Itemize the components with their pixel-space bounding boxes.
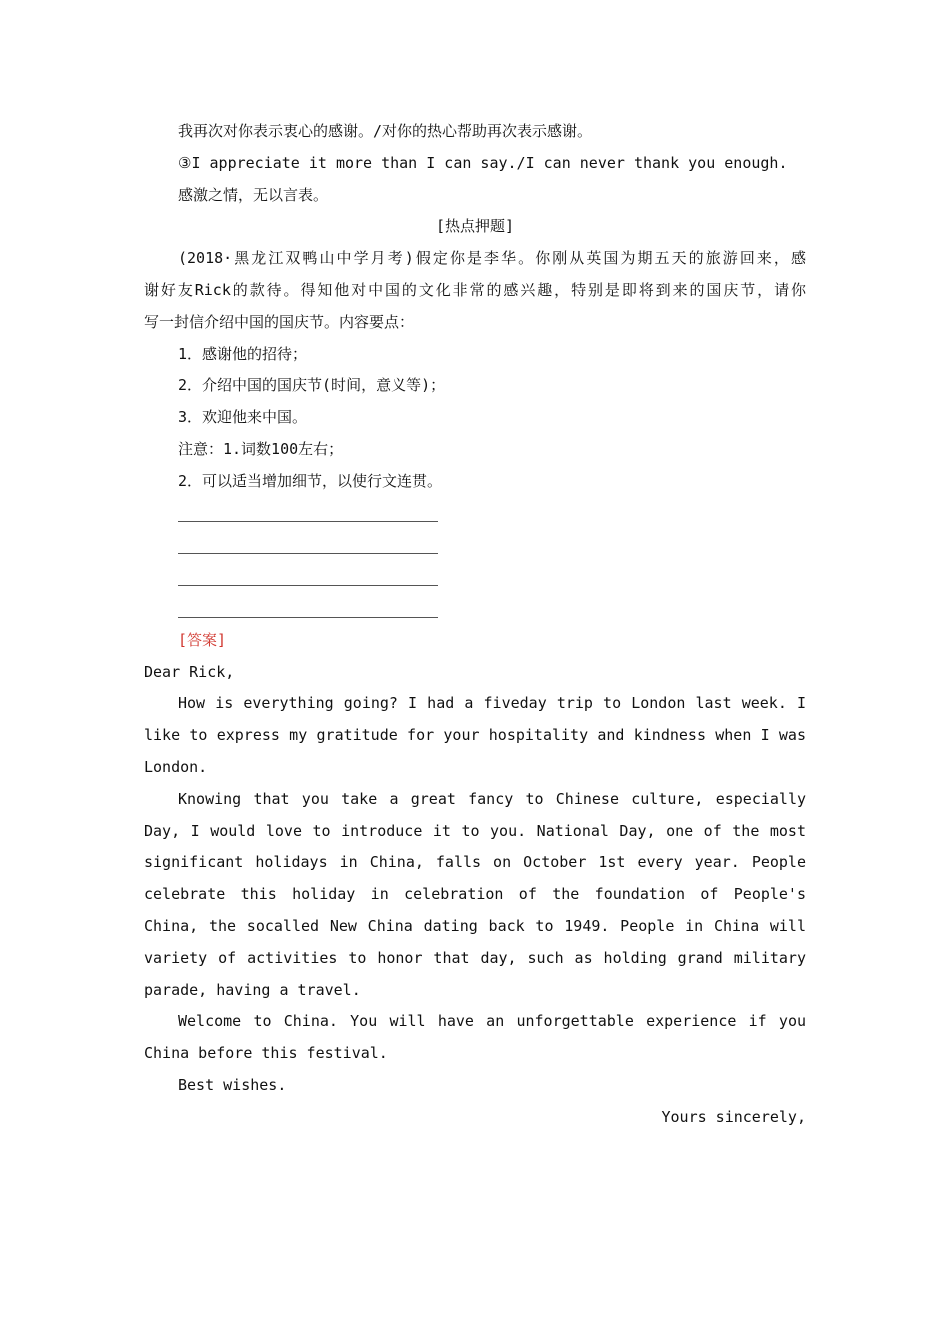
- letter-p2-line: celebrate this holiday in celebration of the foundation of People's: [144, 885, 806, 904]
- letter-p1-line: like to express my gratitude for your hospitality and kindness when I was: [144, 726, 806, 745]
- letter-p2-line: China, the socalled New China dating back to 1949. People in China will: [144, 916, 806, 935]
- answer-blank-line[interactable]: [178, 498, 438, 530]
- answer-blank-line[interactable]: [178, 561, 438, 593]
- answer-label: [答案]: [178, 630, 227, 649]
- prompt-note-1: 注意：1.词数100左右；: [178, 439, 344, 458]
- prompt-line-2: 谢好友Rick的款待。得知他对中国的文化非常的感兴趣，特别是即将到来的国庆节，请你: [144, 280, 806, 299]
- letter-p2-line: Knowing that you take a great fancy to Chinese culture, especially: [178, 789, 806, 808]
- letter-signoff: Yours sincerely,: [661, 1107, 806, 1126]
- intro-line-3: 感激之情，无以言表。: [178, 185, 329, 204]
- letter-p2-line: parade, having a travel.: [144, 980, 361, 999]
- letter-p2-line: variety of activities to honor that day, such as holding grand military: [144, 948, 806, 967]
- prompt-note-2: 2．可以适当增加细节，以使行文连贯。: [178, 471, 443, 490]
- letter-p1-line: London.: [144, 757, 208, 776]
- document-page: [144, 116, 806, 1134]
- intro-line-2: ③I appreciate it more than I can say./I can never thank you enough.: [178, 153, 788, 172]
- answer-blank-line[interactable]: [178, 529, 438, 561]
- letter-p1-line: How is everything going? I had a fiveday trip to London last week. I: [178, 694, 806, 713]
- letter-p2-line: Day, I would love to introduce it to you. National Day, one of the most: [144, 821, 806, 840]
- prompt-point-3: 3．欢迎他来中国。: [178, 408, 308, 427]
- answer-blank-line[interactable]: [178, 593, 438, 625]
- section-title: [热点押题]: [435, 217, 515, 236]
- prompt-point-2: 2．介绍中国的国庆节(时间，意义等)；: [178, 376, 446, 395]
- prompt-line-3: 写一封信介绍中国的国庆节。内容要点：: [144, 312, 415, 331]
- letter-p3-line: China before this festival.: [144, 1044, 388, 1063]
- prompt-point-1: 1．感谢他的招待；: [178, 344, 308, 363]
- intro-line-1: 我再次对你表示衷心的感谢。/对你的热心帮助再次表示感谢。: [178, 122, 593, 140]
- prompt-line-1: (2018·黑龙江双鸭山中学月考)假定你是李华。你刚从英国为期五天的旅游回来，感: [178, 249, 806, 268]
- letter-p3-line: Welcome to China. You will have an unforgettable experience if you: [178, 1012, 806, 1031]
- letter-greeting: Dear Rick,: [144, 662, 235, 681]
- letter-p2-line: significant holidays in China, falls on October 1st every year. People: [144, 853, 806, 872]
- letter-closing: Best wishes.: [178, 1075, 287, 1094]
